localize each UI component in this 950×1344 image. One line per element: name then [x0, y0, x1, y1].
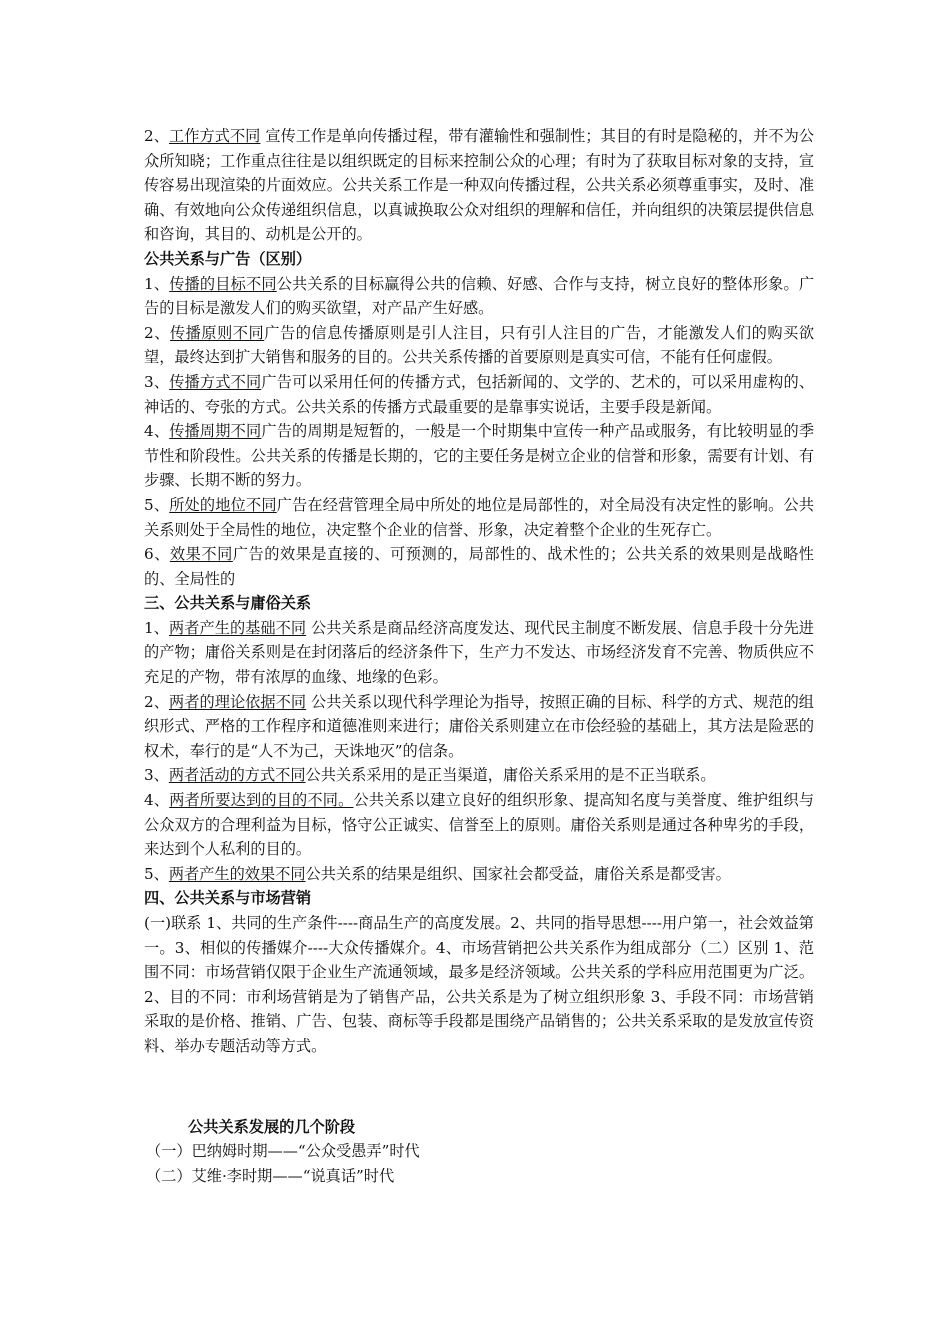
underlined-term: 所处的地位不同	[169, 495, 277, 514]
underlined-term: 效果不同	[169, 545, 233, 564]
document-page	[144, 124, 814, 1188]
ad-item-2: 2、传播原则不同广告的信息传播原则是引人注目，只有引人注目的广告，才能激发人们的购买欲望，最终达到扩大销售和服务的目的。公共关系传播的首要原则是真实可信，不能有任何虚假。	[144, 323, 815, 367]
underlined-term: 两者产生的基础不同	[168, 618, 307, 637]
section-heading-marketing: 四、公共关系与市场营销	[144, 889, 312, 908]
stage-item-1: （一）巴纳姆时期——“公众受愚弄”时代	[146, 1142, 420, 1161]
underlined-term: 传播方式不同	[169, 372, 262, 391]
vulgar-item-1: 1、两者产生的基础不同 公共关系是商品经济高度发达、现代民主制度不断发展、信息手段十分先进的产物；庸俗关系则是在封闭落后的经济条件下，生产力不发达、市场经济发育不完善、物质供应不充足的产物，带有浓厚的血缘、地缘的色彩。	[144, 618, 814, 687]
paragraph-work-method	[144, 124, 814, 247]
underlined-term: 工作方式不同	[168, 127, 261, 145]
section-heading-stages: 公共关系发展的几个阶段	[188, 1117, 356, 1136]
stage-item-2: （二）艾维·李时期——“说真话”时代	[146, 1166, 395, 1185]
ad-item-3: 3、传播方式不同广告可以采用任何的传播方式，包括新闻的、文学的、艺术的，可以采用虚构的、神话的、夸张的方式。公共关系的传播方式最重要的是靠事实说话，主要手段是新闻。	[144, 372, 815, 416]
paragraph-text: 宣传工作是单向传播过程，带有灌输性和强制性；其目的有时是隐秘的，并不为公众所知晓；工作重点往往是以组织既定的目标来控制公众的心理；有时为了获取目标对象的支持，宣传容易出现渲染的片面效应。公共关系工作是一种双向传播过程，公共关系必须尊重事实，及时、准确、有效地向公众传递组织信息，以真诚换取公众对组织的理解和信任，并向组织的决策层提供信息和咨询，其目的、动机是公开的。	[144, 127, 815, 244]
section-heading-vulgar-relations: 三、公共关系与庸俗关系	[144, 594, 312, 613]
underlined-term: 两者产生的效果不同	[168, 864, 306, 883]
vulgar-item-5: 5、两者产生的效果不同公共关系的结果是组织、国家社会都受益，庸俗关系是都受害。	[144, 864, 731, 883]
underlined-term: 两者的理论依据不同	[168, 692, 307, 711]
ad-item-5: 5、所处的地位不同广告在经营管理全局中所处的地位是局部性的，对全局没有决定性的影响。公共关系则处于全局性的地位，决定整个企业的信誉、形象，决定着整个企业的生死存亡。	[144, 495, 815, 539]
underlined-term: 传播的目标不同	[169, 274, 277, 293]
ad-item-6: 6、效果不同广告的效果是直接的、可预测的，局部性的、战术性的；公共关系的效果则是战略性的、全局性的	[144, 545, 814, 588]
marketing-paragraph: (一)联系 1、共同的生产条件----商品生产的高度发展。2、共同的指导思想----用户第一，社会效益第一。3、相似的传播媒介----大众传播媒介。4、市场营销把公共关系作为组成部分（二）区别 1、范围不同：市场营销仅限于企业生产流通领域，最多是经济领域。公共关系的学科应用范围更为广泛。2、目的不同：市利场营销是为了销售产品，公共关系是为了树立组织形象 3、手段不同：市场营销采取的是价格、推销、广告、包装、商标等手段都是围绕产品销售的；公共关系采取的是发放宣传资料、举办专题活动等方式。	[144, 914, 814, 1055]
vulgar-item-3: 3、两者活动的方式不同公共关系采用的是正当渠道，庸俗关系采用的是不正当联系。	[144, 766, 716, 785]
vulgar-item-2: 2、两者的理论依据不同 公共关系以现代科学理论为指导，按照正确的目标、科学的方式、规范的组织形式、严格的工作程序和道德准则来进行；庸俗关系则建立在市侩经验的基础上，其方法是险恶的权术，奉行的是“人不为己，天诛地灭”的信条。	[144, 692, 814, 760]
ad-item-4: 4、传播周期不同广告的周期是短暂的，一般是一个时期集中宣传一种产品或服务，有比较明显的季节性和阶段性。公共关系的传播是长期的，它的主要任务是树立企业的信誉和形象，需要有计划、有步骤、长期不断的努力。	[144, 422, 815, 490]
underlined-term: 两者所要达到的目的不同。	[169, 791, 354, 810]
vulgar-item-4: 4、两者所要达到的目的不同。公共关系以建立良好的组织形象、提高知名度与美誉度、维护组织与公众双方的合理利益为目标，恪守公正诚实、信誉至上的原则。庸俗关系则是通过各种卑劣的手段，来达到个人私利的目的。	[144, 791, 815, 859]
ad-item-1: 1、传播的目标不同公共关系的目标赢得公共的信赖、好感、合作与支持，树立良好的整体形象。广告的目标是激发人们的购买欲望，对产品产生好感。	[144, 274, 815, 318]
underlined-term: 传播周期不同	[169, 422, 262, 441]
underlined-term: 两者活动的方式不同	[168, 766, 306, 785]
item-number: 2、	[144, 127, 169, 145]
underlined-term: 传播原则不同	[169, 323, 265, 342]
section-heading-advertising: 公共关系与广告（区别）	[144, 249, 312, 268]
spacer	[144, 1059, 814, 1115]
